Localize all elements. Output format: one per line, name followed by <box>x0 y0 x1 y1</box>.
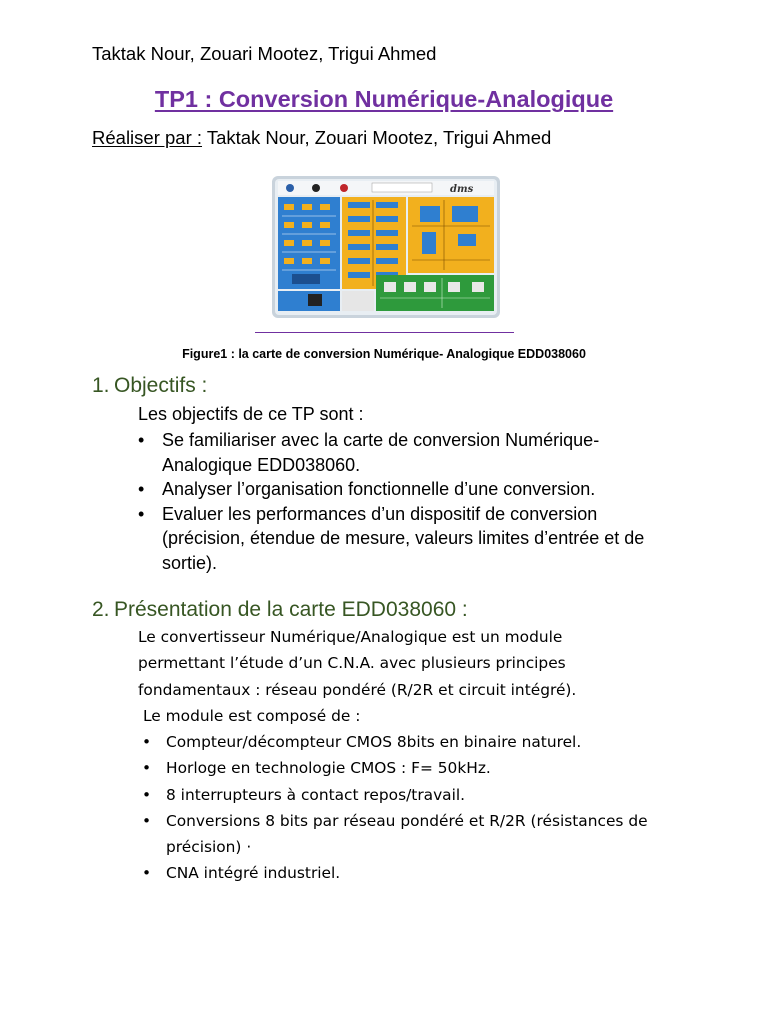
terminal-icon <box>312 184 320 192</box>
section-heading-objectifs <box>92 374 207 398</box>
list-item: • Evaluer les performances d’un dispositif de conversion (précision, étendue de mesure, valeurs limites d’entrée et de sortie). <box>138 502 678 576</box>
list-item: • Analyser l’organisation fonctionnelle d’une conversion. <box>138 477 678 502</box>
document-title: TP1 : Conversion Numérique-Analogique <box>154 86 614 112</box>
figure-underline <box>255 332 514 333</box>
section-heading-presentation <box>92 598 468 622</box>
module-components-list <box>138 729 698 887</box>
list-item: • Horloge en technologie CMOS : F= 50kHz. <box>138 755 698 781</box>
module-composition-label: Le module est composé de : <box>143 706 361 725</box>
section-number: 1. <box>92 374 110 397</box>
objectives-list <box>138 428 678 575</box>
board-brand-logo: dms <box>450 184 474 195</box>
list-item: • Se familiariser avec la carte de conversion Numérique-Analogique EDD038060. <box>138 428 678 477</box>
figure-caption: Figure1 : la carte de conversion Numérique- Analogique EDD038060 <box>182 347 586 361</box>
objectives-intro: Les objectifs de ce TP sont : <box>138 404 364 424</box>
list-item: • Conversions 8 bits par réseau pondéré et R/2R (résistances de précision) · <box>138 808 698 861</box>
terminal-icon <box>286 184 294 192</box>
presentation-paragraph <box>138 624 698 729</box>
made-by-line <box>92 127 551 149</box>
section-number: 2. <box>92 598 110 621</box>
list-item: • CNA intégré industriel. <box>138 860 698 886</box>
section-title: Objectifs : <box>114 374 208 397</box>
section-title: Présentation de la carte EDD038060 : <box>114 598 468 621</box>
conversion-board-image <box>272 176 500 318</box>
paragraph-line: fondamentaux : réseau pondéré (R/2R et circuit intégré). <box>138 680 577 699</box>
terminal-icon <box>340 184 348 192</box>
made-by-label: Réaliser par : <box>92 127 203 148</box>
list-item: • 8 interrupteurs à contact repos/travail. <box>138 782 698 808</box>
list-item: • Compteur/décompteur CMOS 8bits en binaire naturel. <box>138 729 698 755</box>
header-authors: Taktak Nour, Zouari Mootez, Trigui Ahmed <box>92 43 437 64</box>
made-by-names: Taktak Nour, Zouari Mootez, Trigui Ahmed <box>202 127 552 148</box>
paragraph-line: Le convertisseur Numérique/Analogique est un module <box>138 628 563 646</box>
paragraph-line: permettant l’étude d’un C.N.A. avec plusieurs principes <box>138 654 566 673</box>
